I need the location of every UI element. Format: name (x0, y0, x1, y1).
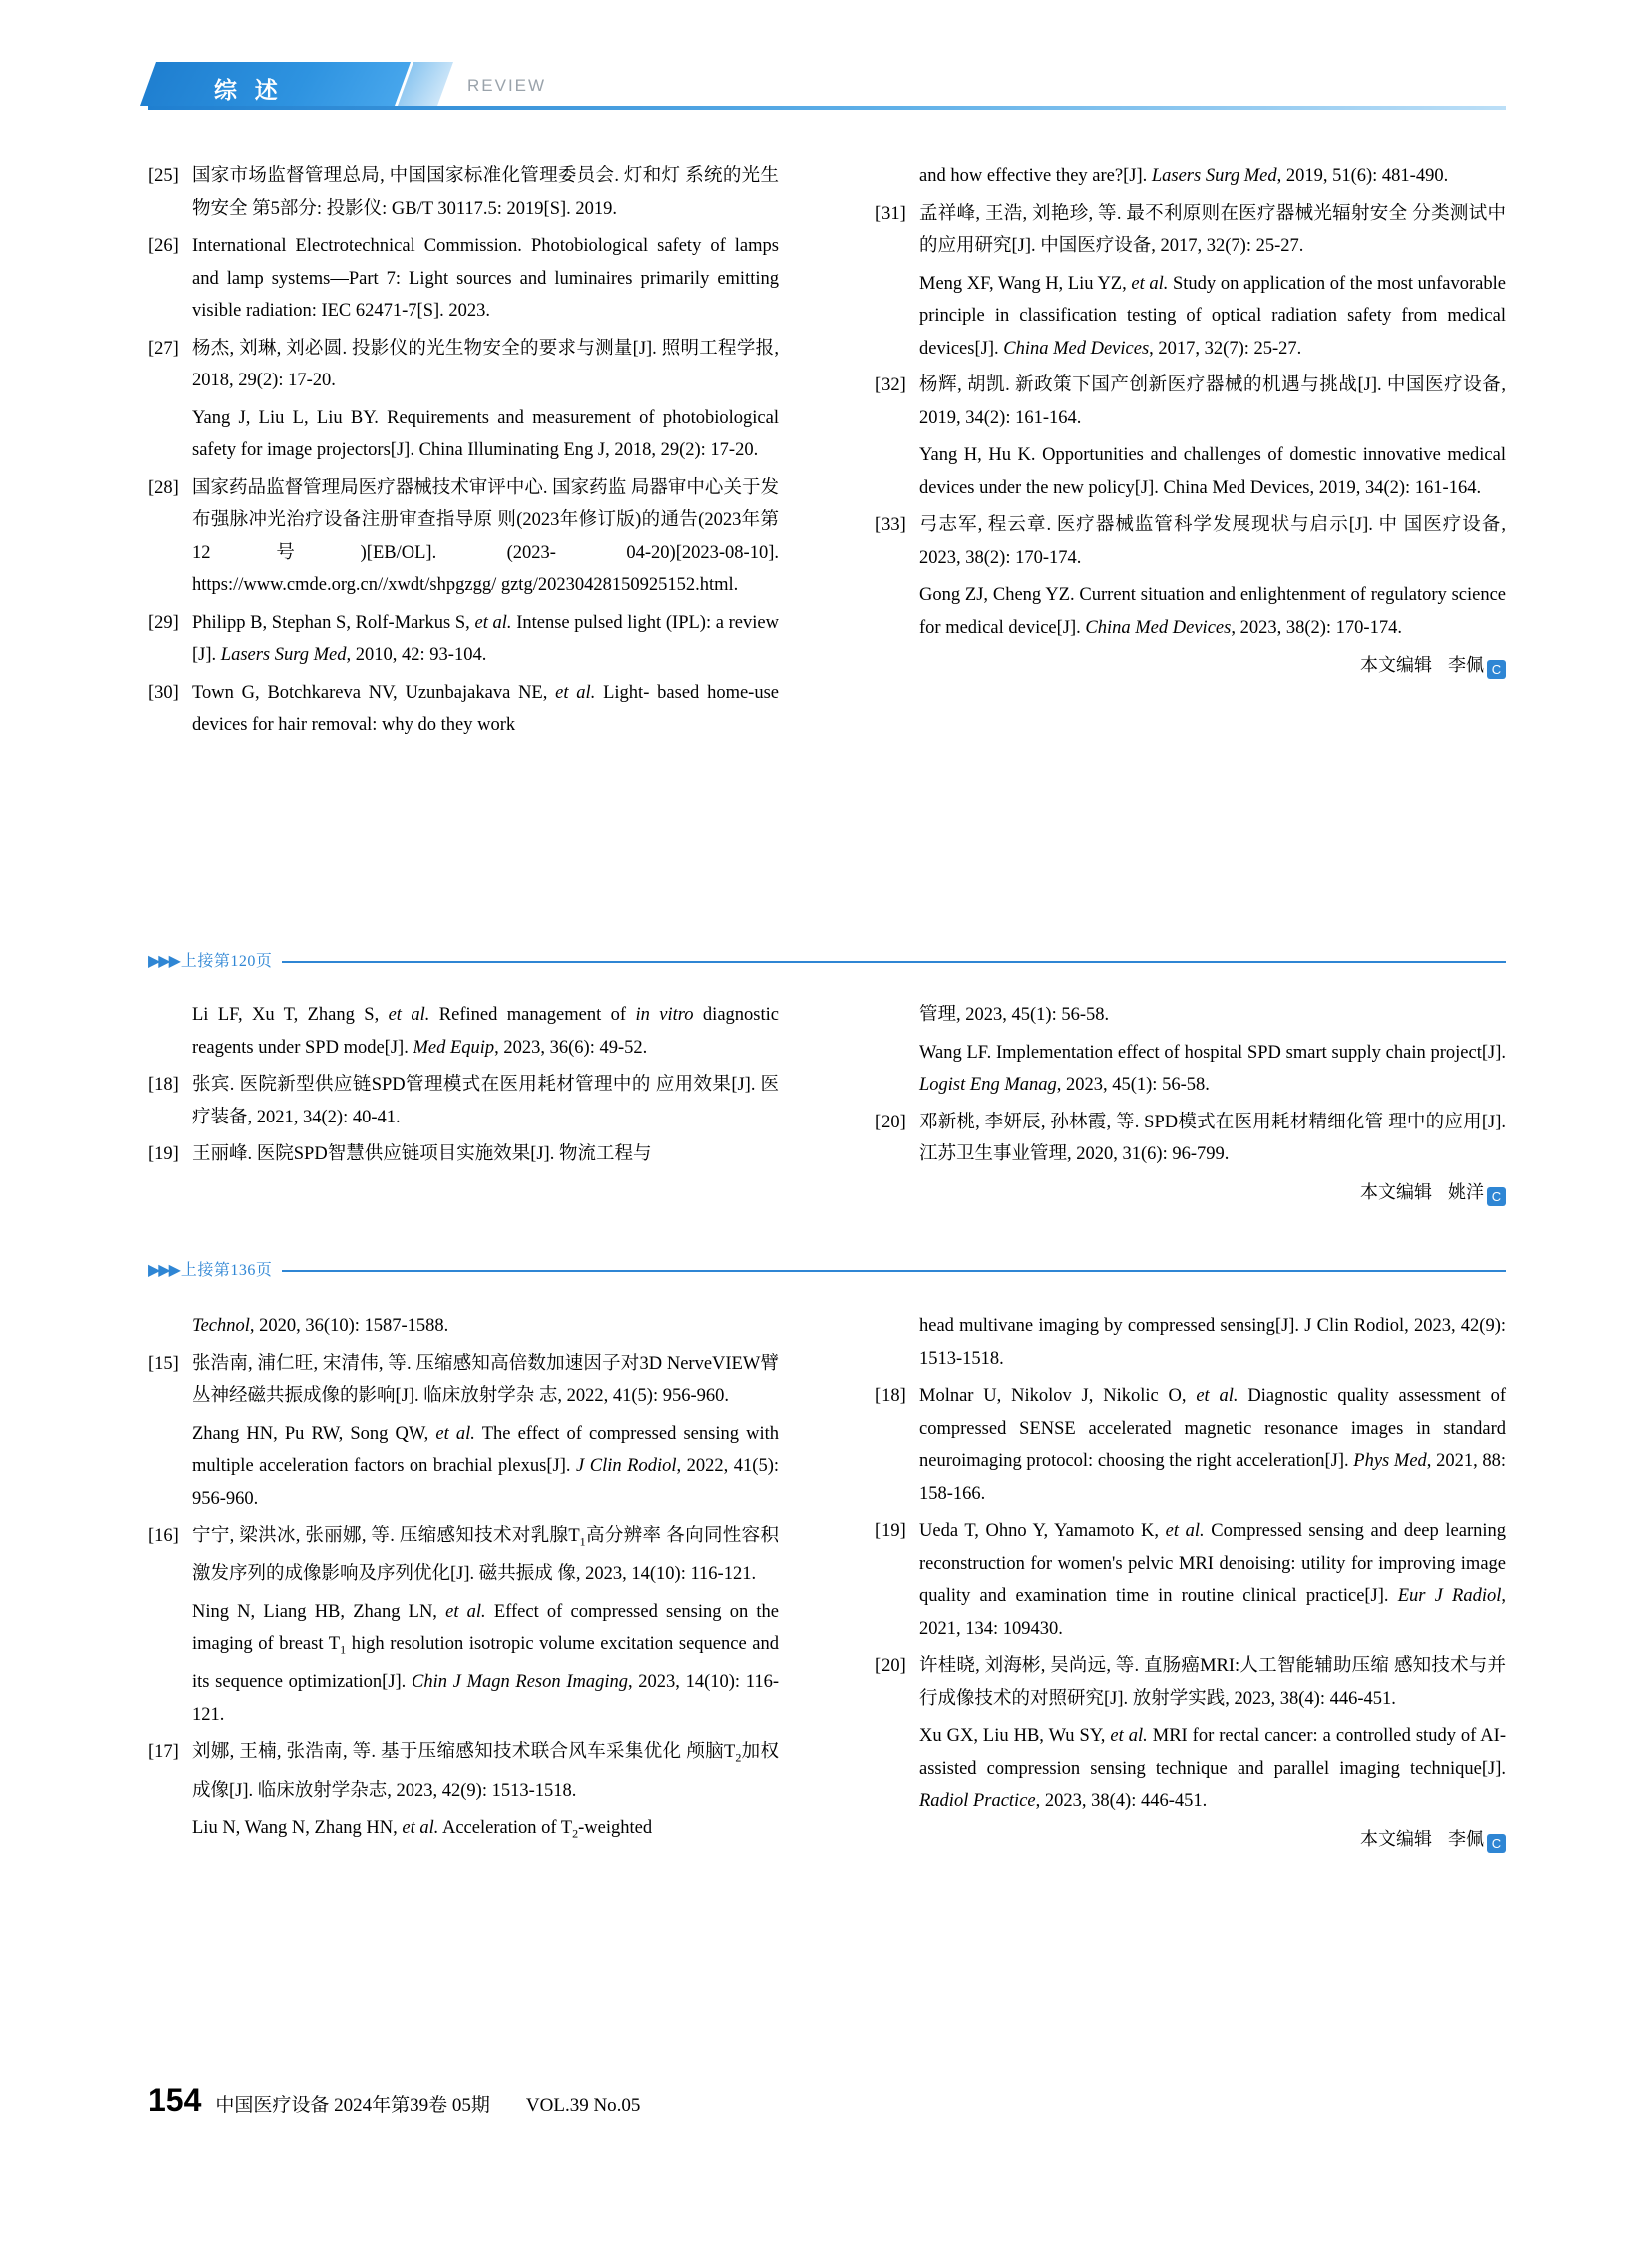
reference-number: [18] (875, 1386, 906, 1406)
reference-number: [27] (148, 338, 179, 359)
reference-text: Ueda T, Ohno Y, Yamamoto K, et al. Compressed sensing and deep learning reconstruction for women's pelvic MRI denoising: utility for improving image quality and examination time in routine clinical practice[J]. Eur J Radiol, 2021, 134: 109430. (919, 1521, 1506, 1639)
section-tab-label: 综 述 (214, 78, 284, 103)
reference-translation: Meng XF, Wang H, Liu YZ, et al. Study on application of the most unfavorable principle in classification testing of optical radiation safety from medical devices[J]. China Med Devices, 2017, 32(7): 25-27. (919, 273, 1506, 359)
reference-translation: Zhang HN, Pu RW, Song QW, et al. The effect of compressed sensing with multiple acceleration factors on brachial plexus[J]. J Clin Rodiol, 2022, 41(5): 956-960. (192, 1423, 779, 1509)
reference-text: 国家药品监督管理局医疗器械技术审评中心. 国家药监 局器审中心关于发布强脉冲光治疗设备注册审查指导原 则(2023年修订版)的通告(2023年第12号)[EB/OL]. (2023- 04-20)[2023-08-10]. https://www.cmde.org.cn//xwdt/shpgzgg/ gztg/20230428150925152.html. (192, 477, 779, 595)
reference-section-1 (148, 160, 1506, 747)
reference-item (148, 607, 779, 672)
reference-text: 刘娜, 王楠, 张浩南, 等. 基于压缩感知技术联合风车采集优化 颅脑$T_2$加权成像[J]. 临床放射学杂志, 2023, 42(9): 1513-1518. (192, 1742, 779, 1801)
reference-text: 邓新桃, 李妍辰, 孙林霞, 等. SPD模式在医用耗材精细化管 理中的应用[J]. 江苏卫生事业管理, 2020, 31(6): 96-799. (919, 1112, 1506, 1164)
page-header (148, 62, 1506, 112)
reference-number: [20] (875, 1112, 906, 1132)
reference-text: 张浩南, 浦仁旺, 宋清伟, 等. 压缩感知高倍数加速因子对3D NerveVIEW臂丛神经磁共振成像的影响[J]. 临床放射学杂 志, 2022, 41(5): 956-960. (192, 1353, 779, 1406)
copyright-badge-icon: C (1487, 1187, 1506, 1206)
reference-item (875, 198, 1506, 263)
reference-continuation: Wang LF. Implementation effect of hospital SPD smart supply chain project[J]. Logist Eng Manag, 2023, 45(1): 56-58. (919, 1042, 1506, 1095)
reference-continuation: and how effective they are?[J]. Lasers Surg Med, 2019, 51(6): 481-490. (919, 166, 1449, 186)
reference-number: [32] (875, 375, 906, 395)
footer-journal-title: 中国医疗设备 2024年第39卷 05期 (215, 2095, 490, 2116)
page-footer (148, 2082, 1506, 2122)
divider-line (148, 961, 1506, 963)
reference-continuation: Technol, 2020, 36(10): 1587-1588. (192, 1316, 449, 1336)
reference-column-right-2 (875, 999, 1506, 1207)
reference-column-left-2 (148, 999, 779, 1207)
continuation-tag-text: 上接第120页 (180, 953, 273, 970)
reference-number: [18] (148, 1075, 179, 1095)
reference-item (875, 1380, 1506, 1510)
reference-text: 张宾. 医院新型供应链SPD管理模式在医用耗材管理中的 应用效果[J]. 医疗装备, 2021, 34(2): 40-41. (192, 1075, 779, 1127)
reference-number: [29] (148, 612, 179, 633)
header-rule (148, 106, 1506, 110)
reference-text: International Electrotechnical Commission. Photobiological safety of lamps and lamp systems—Part 7: Light sources and luminaires primarily emitting visible radiation: IEC 62471-7[S]. 2023. (192, 236, 779, 321)
arrows-icon-2: ▶▶▶ (148, 1262, 179, 1279)
reference-number: [31] (875, 203, 906, 224)
reference-item (875, 1515, 1506, 1645)
reference-translation: Yang H, Hu K. Opportunities and challenges of domestic innovative medical devices under the new policy[J]. China Med Devices, 2019, 34(2): 161-164. (919, 445, 1506, 498)
reference-item (148, 1520, 779, 1591)
copyright-badge-icon: C (1487, 1834, 1506, 1853)
reference-number: [26] (148, 236, 179, 256)
reference-section-3 (148, 1310, 1506, 1855)
reference-translation: Gong ZJ, Cheng YZ. Current situation and enlightenment of regulatory science for medical device[J]. China Med Devices, 2023, 38(2): 170-174. (919, 585, 1506, 638)
reference-number: [28] (148, 477, 179, 498)
reference-text: 孟祥峰, 王浩, 刘艳珍, 等. 最不利原则在医疗器械光辐射安全 分类测试中的应用研究[J]. 中国医疗设备, 2017, 32(7): 25-27. (919, 203, 1506, 256)
reference-text: 王丽峰. 医院SPD智慧供应链项目实施效果[J]. 物流工程与 (192, 1144, 652, 1164)
reference-translation: Xu GX, Liu HB, Wu SY, et al. MRI for rectal cancer: a controlled study of AI-assisted compression sensing technique and parallel imaging technique[J]. Radiol Practice, 2023, 38(4): 446-451. (919, 1726, 1506, 1811)
reference-text: 宁宁, 梁洪冰, 张丽娜, 等. 压缩感知技术对乳腺$T_1$高分辨率 各向同性容积激发序列的成像影响及序列优化[J]. 磁共振成 像, 2023, 14(10): 116-121. (192, 1526, 779, 1585)
continuation-tag (148, 948, 282, 971)
reference-item (148, 472, 779, 602)
editor-label: 本文编辑 (1360, 1181, 1432, 1202)
continuation-tag-text-2: 上接第136页 (180, 1262, 273, 1279)
editor-credit (875, 650, 1506, 680)
reference-text: Town G, Botchkareva NV, Uzunbajakava NE, et al. Light- based home-use devices for hair removal: why do they work (192, 682, 779, 735)
reference-item (148, 230, 779, 328)
reference-text: 许桂晓, 刘海彬, 吴尚远, 等. 直肠癌MRI:人工智能辅助压缩 感知技术与并行成像技术的对照研究[J]. 放射学实践, 2023, 38(4): 446-451. (919, 1656, 1506, 1709)
reference-item (875, 1107, 1506, 1171)
reference-item (875, 1650, 1506, 1715)
reference-item (148, 160, 779, 225)
reference-number: [33] (875, 515, 906, 535)
continuation-divider-1 (148, 944, 1506, 980)
reference-continuation: 管理, 2023, 45(1): 56-58. (919, 1005, 1110, 1025)
reference-translation: Ning N, Liang HB, Zhang LN, et al. Effect of compressed sensing on the imaging of breast $T_1$ high resolution isotropic volume excitation sequence and its sequence optimization[J]. Chin J Magn Reson Imaging, 2023, 14(10): 116-121. (192, 1601, 779, 1725)
reference-continuation: head multivane imaging by compressed sensing[J]. J Clin Rodiol, 2023, 42(9): 1513-1518. (919, 1316, 1506, 1369)
reference-text: 弓志军, 程云章. 医疗器械监管科学发展现状与启示[J]. 中 国医疗设备, 2023, 38(2): 170-174. (919, 515, 1506, 568)
reference-item (148, 677, 779, 742)
editor-name: 姚洋 (1448, 1181, 1484, 1202)
editor-label: 本文编辑 (1360, 655, 1432, 675)
arrows-icon: ▶▶▶ (148, 953, 179, 970)
reference-number: [19] (148, 1144, 179, 1164)
reference-text: Molnar U, Nikolov J, Nikolic O, et al. Diagnostic quality assessment of compressed SENSE accelerated magnetic resonance images in standard neuroimaging protocol: choosing the right acceleration[J]. Phys Med, 2021, 88: 158-166. (919, 1386, 1507, 1504)
section-tab-label-en: REVIEW (467, 76, 547, 95)
reference-number: [25] (148, 166, 179, 186)
reference-text: Philipp B, Stephan S, Rolf-Markus S, et al. Intense pulsed light (IPL): a review [J]. Lasers Surg Med, 2010, 42: 93-104. (192, 612, 779, 665)
reference-number: [20] (875, 1656, 906, 1676)
continuation-tag-2 (148, 1257, 282, 1280)
reference-item (148, 1348, 779, 1413)
copyright-badge-icon: C (1487, 660, 1506, 679)
reference-text: 杨杰, 刘琳, 刘必圆. 投影仪的光生物安全的要求与测量[J]. 照明工程学报, 2018, 29(2): 17-20. (192, 338, 779, 390)
reference-translation: Yang J, Liu L, Liu BY. Requirements and measurement of photobiological safety for image projectors[J]. China Illuminating Eng J, 2018, 29(2): 17-20. (192, 407, 779, 460)
reference-item (148, 1069, 779, 1133)
reference-column-right-3 (875, 1310, 1506, 1855)
reference-number: [17] (148, 1742, 179, 1763)
reference-item (148, 333, 779, 397)
reference-continuation: Li LF, Xu T, Zhang S, et al. Refined management of in vitro diagnostic reagents under SPD mode[J]. Med Equip, 2023, 36(6): 49-52. (192, 1005, 779, 1058)
reference-number: [19] (875, 1521, 906, 1541)
editor-name: 李佩 (1448, 1828, 1484, 1849)
editor-credit (875, 1824, 1506, 1854)
footer-page-number: 154 (148, 2082, 202, 2118)
reference-item (148, 1736, 779, 1807)
footer-volume: VOL.39 No.05 (525, 2095, 641, 2116)
continuation-divider-2 (148, 1253, 1506, 1289)
reference-text: 杨辉, 胡凯. 新政策下国产创新医疗器械的机遇与挑战[J]. 中国医疗设备, 2019, 34(2): 161-164. (919, 375, 1506, 428)
editor-credit (875, 1177, 1506, 1207)
reference-number: [15] (148, 1353, 179, 1374)
divider-line-2 (148, 1270, 1506, 1272)
reference-section-2 (148, 999, 1506, 1207)
reference-number: [30] (148, 682, 179, 703)
editor-label: 本文编辑 (1360, 1828, 1432, 1849)
reference-column-left-3 (148, 1310, 779, 1855)
reference-column-right (875, 160, 1506, 747)
reference-item (148, 1138, 779, 1171)
reference-item (875, 370, 1506, 434)
reference-text: 国家市场监督管理总局, 中国国家标准化管理委员会. 灯和灯 系统的光生物安全 第5部分: 投影仪: GB/T 30117.5: 2019[S]. 2019. (192, 166, 779, 219)
reference-item (875, 509, 1506, 574)
reference-column-left (148, 160, 779, 747)
reference-translation: Liu N, Wang N, Zhang HN, et al. Acceleration of $T_2$-weighted (192, 1818, 653, 1841)
reference-number: [16] (148, 1526, 179, 1546)
editor-name: 李佩 (1448, 655, 1484, 675)
